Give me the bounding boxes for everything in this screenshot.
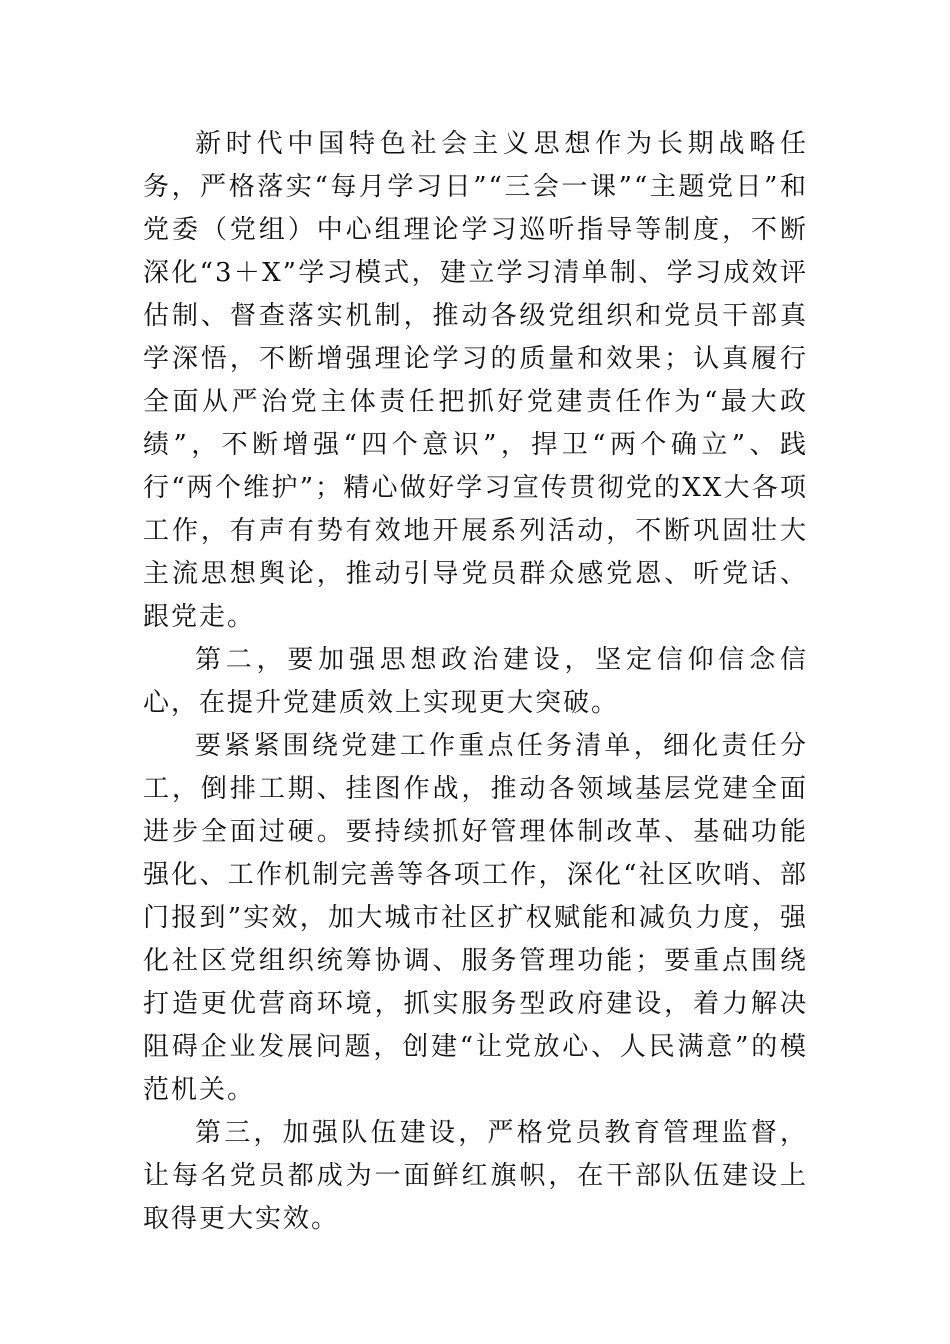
paragraph-3: 要紧紧围绕党建工作重点任务清单，细化责任分工，倒排工期、挂图作战，推动各领域基层党建全面进步全面过硬。要持续抓好管理体制改革、基础功能强化、工作机制完善等各项工作，深化“社区吹哨、部门报到”实效，加大城市社区扩权赋能和减负力度，强化社区党组织统筹协调、服务管理功能；要重点围绕打造更优营商环境，抓实服务型政府建设，着力解决阻碍企业发展问题，创建“让党放心、人民满意”的模范机关。	[143, 731, 808, 1105]
document-body	[143, 123, 808, 1241]
paragraph-1: 新时代中国特色社会主义思想作为长期战略任务，严格落实“每月学习日”“三会一课”“主题党日”和党委（党组）中心组理论学习巡听指导等制度，不断深化“3＋X”学习模式，建立学习清单制、学习成效评估制、督查落实机制，推动各级党组织和党员干部真学深悟，不断增强理论学习的质量和效果；认真履行全面从严治党主体责任把抓好党建责任作为“最大政绩”，不断增强“四个意识”，捍卫“两个确立”、践行“两个维护”；精心做好学习宣传贯彻党的XX大各项工作，有声有势有效地开展系列活动，不断巩固壮大主流思想舆论，推动引导党员群众感党恩、听党话、跟党走。	[143, 129, 808, 632]
paragraph-4: 第三，加强队伍建设，严格党员教育管理监督，让每名党员都成为一面鲜红旗帜，在干部队伍建设上取得更大实效。	[143, 1118, 808, 1234]
paragraph-2: 第二，要加强思想政治建设，坚定信仰信念信心，在提升党建质效上实现更大突破。	[143, 645, 808, 718]
